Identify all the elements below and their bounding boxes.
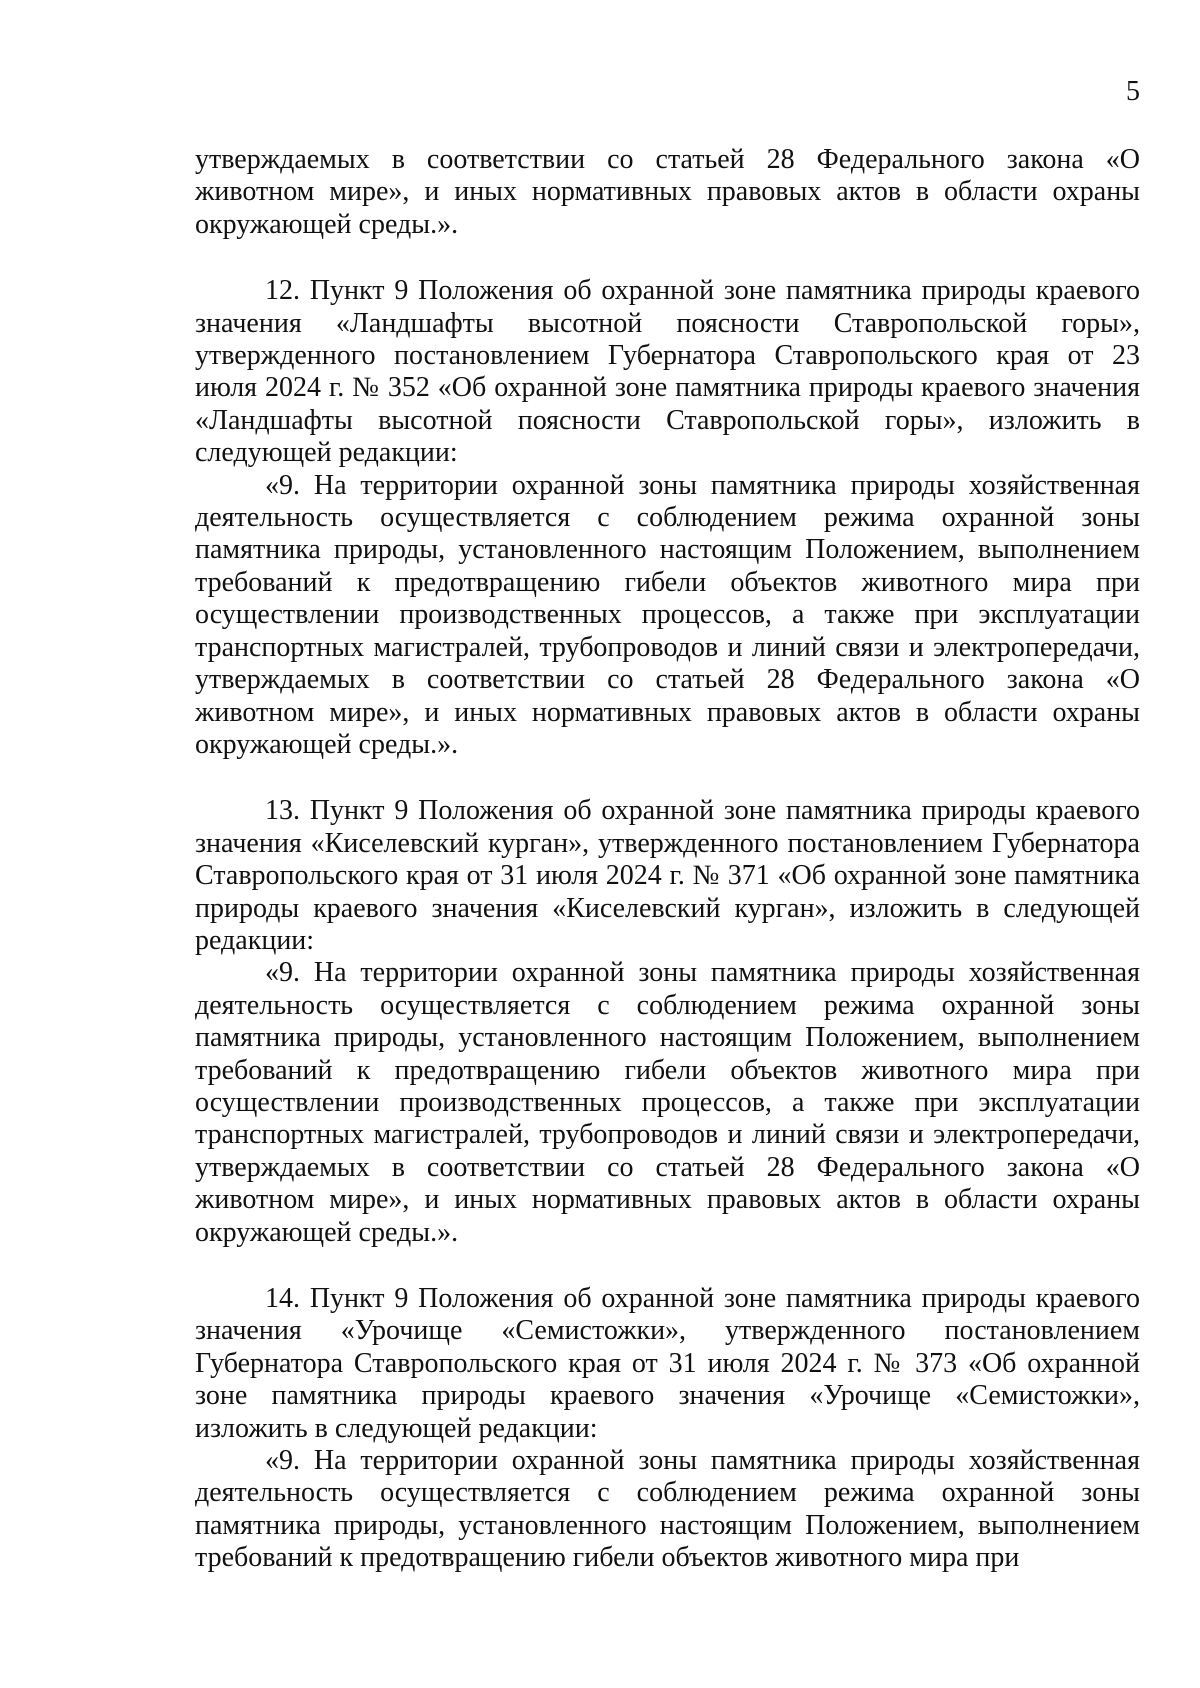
paragraph-item-13: 13. Пункт 9 Положения об охранной зоне памятника природы краевого значения «Киселевский курган», утвержденного постановлением Губернатора Ставропольского края от 31 июля 2024 г. № 371 «Об охранной зоне памятника природы краевого значения «Киселевский курган», изложить в следующей редакции: — [195, 795, 1140, 956]
paragraph-quote-12: «9. На территории охранной зоны памятника природы хозяйственная деятельность осуществляется с соблюдением режима охранной зоны памятника природы, установленного настоящим Положением, выполнением требований к предотвращению гибели объектов животного мира при осуществлении производственных процессов, а также при эксплуатации транспортных магистралей, трубопроводов и линий связи и электропередачи, утверждаемых в соответствии со статьей 28 Федерального закона «О животном мире», и иных нормативных правовых актов в области охраны окружающей среды.». — [195, 469, 1140, 760]
paragraph-item-12: 12. Пункт 9 Положения об охранной зоне памятника природы краевого значения «Ландшафты высотной поясности Ставропольской горы», утвержденного постановлением Губернатора Ставропольского края от 23 июля 2024 г. № 352 «Об охранной зоне памятника природы краевого значения «Ландшафты высотной поясности Ставропольской горы», изложить в следующей редакции: — [195, 275, 1140, 469]
paragraph-quote-14: «9. На территории охранной зоны памятника природы хозяйственная деятельность осуществляется с соблюдением режима охранной зоны памятника природы, установленного настоящим Положением, выполнением требований к предотвращению гибели объектов животного мира при — [195, 1445, 1140, 1574]
document-body — [195, 144, 1140, 1575]
paragraph-item-14: 14. Пункт 9 Положения об охранной зоне памятника природы краевого значения «Урочище «Семистожки», утвержденного постановлением Губернатора Ставропольского края от 31 июля 2024 г. № 373 «Об охранной зоне памятника природы краевого значения «Урочище «Семистожки», изложить в следующей редакции: — [195, 1283, 1140, 1444]
page-number: 5 — [1126, 76, 1140, 107]
paragraph-continuation: утверждаемых в соответствии со статьей 28 Федерального закона «О животном мире», и иных нормативных правовых актов в области охраны окружающей среды.». — [195, 144, 1140, 240]
paragraph-quote-13: «9. На территории охранной зоны памятника природы хозяйственная деятельность осуществляется с соблюдением режима охранной зоны памятника природы, установленного настоящим Положением, выполнением требований к предотвращению гибели объектов животного мира при осуществлении производственных процессов, а также при эксплуатации транспортных магистралей, трубопроводов и линий связи и электропередачи, утверждаемых в соответствии со статьей 28 Федерального закона «О животном мире», и иных нормативных правовых актов в области охраны окружающей среды.». — [195, 957, 1140, 1248]
